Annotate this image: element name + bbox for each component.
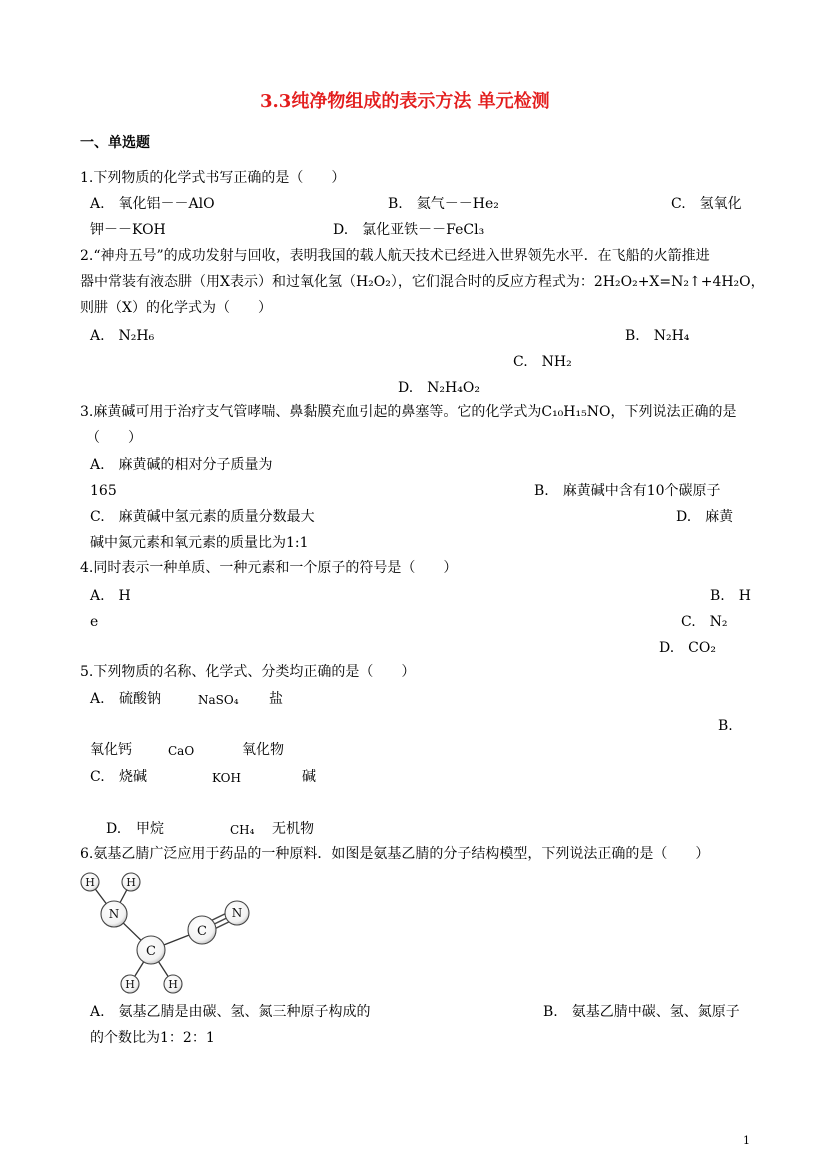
q4-option-c: C. N₂ — [681, 614, 728, 630]
page-title: 3.3纯净物组成的表示方法 单元检测 — [260, 91, 550, 112]
q5-stem: 5.下列物质的名称、化学式、分类均正确的是（ ） — [80, 664, 416, 680]
q5-option-c-formula: KOH — [212, 771, 241, 785]
atom-label-h: H — [125, 978, 135, 991]
q5-option-c-label: C. — [90, 769, 105, 785]
q4-option-a: A. H — [90, 588, 131, 604]
q3-option-b: B. 麻黄碱中含有10个碳原子 — [534, 483, 721, 499]
q1-option-a: A. 氧化铝－－AlO — [90, 196, 215, 212]
q5-option-b-name: 氧化钙 — [90, 742, 132, 758]
q6-option-b: B. 氨基乙腈中碳、氢、氮原子 — [543, 1004, 740, 1020]
section-heading: 一、单选题 — [80, 135, 150, 151]
q4-option-b: B. H — [710, 588, 751, 604]
q5-option-c-class: 碱 — [302, 769, 316, 785]
q2-stem-line1: 2.“神舟五号”的成功发射与回收，表明我国的载人航天技术已经进入世界领先水平．在飞船的火箭推进 — [80, 248, 710, 264]
q3-stem-line2: （ ） — [86, 430, 142, 446]
atom-label-n: N — [231, 906, 243, 920]
q6-stem: 6.氨基乙腈广泛应用于药品的一种原料．如图是氨基乙腈的分子结构模型，下列说法正确的是（ ） — [80, 846, 710, 862]
q6-option-a: A. 氨基乙腈是由碳、氢、氮三种原子构成的 — [90, 1004, 371, 1020]
atom-label-h: H — [126, 876, 136, 889]
q2-option-b: B. N₂H₄ — [625, 328, 690, 344]
q5-option-a-label: A. — [90, 691, 105, 707]
q3-option-d-cont: 碱中氮元素和氧元素的质量比为1:1 — [90, 535, 309, 551]
q5-option-d-formula: CH₄ — [230, 823, 255, 837]
q3-option-c: C. 麻黄碱中氢元素的质量分数最大 — [90, 509, 315, 525]
molecule-model — [75, 868, 265, 998]
q5-option-b-formula: CaO — [168, 744, 195, 758]
atom-label-c: C — [197, 924, 207, 939]
atom-label-n: N — [108, 907, 120, 921]
q5-option-d-label: D. — [106, 821, 122, 837]
q5-option-d-class: 无机物 — [272, 821, 314, 837]
q4-option-b-cont: e — [90, 614, 99, 630]
q3-option-a: A. 麻黄碱的相对分子质量为 — [90, 457, 273, 473]
q5-option-b-label: B. — [718, 718, 733, 734]
atom-label-c: C — [146, 944, 156, 959]
q4-option-d: D. CO₂ — [659, 640, 716, 656]
page-number: 1 — [743, 1134, 750, 1147]
q6-option-b-cont: 的个数比为1：2：1 — [90, 1030, 215, 1046]
q5-option-c-name: 烧碱 — [119, 769, 147, 785]
q3-option-d: D. 麻黄 — [676, 509, 734, 525]
q1-stem: 1.下列物质的化学式书写正确的是（ ） — [80, 170, 346, 186]
q5-option-a-formula: NaSO₄ — [198, 693, 239, 707]
q1-option-b: B. 氦气－－He₂ — [388, 196, 499, 212]
q1-option-c: C. 氢氧化 — [671, 196, 742, 212]
atom-label-h: H — [85, 876, 95, 889]
q2-option-d: D. N₂H₄O₂ — [398, 380, 480, 396]
q1-option-d: D. 氯化亚铁－－FeCl₃ — [333, 222, 485, 238]
q5-option-a-class: 盐 — [269, 691, 283, 707]
q5-option-b-class: 氧化物 — [242, 742, 284, 758]
q2-stem-line3: 则肼（X）的化学式为（ ） — [80, 300, 272, 316]
q3-option-a-cont: 165 — [90, 483, 117, 499]
q2-option-a: A. N₂H₆ — [90, 328, 155, 344]
q2-stem-line2: 器中常装有液态肼（用X表示）和过氧化氢（H₂O₂），它们混合时的反应方程式为：2H₂O₂+X=N₂↑+4H₂O， — [80, 274, 765, 290]
q2-option-c: C. NH₂ — [513, 354, 572, 370]
q1-option-c-cont: 钾－－KOH — [90, 222, 166, 238]
q3-stem-line1: 3.麻黄碱可用于治疗支气管哮喘、鼻黏膜充血引起的鼻塞等。它的化学式为C₁₀H₁₅NO，下列说法正确的是 — [80, 404, 737, 420]
q5-option-a-name: 硫酸钠 — [119, 691, 161, 707]
q4-stem: 4.同时表示一种单质、一种元素和一个原子的符号是（ ） — [80, 560, 458, 576]
atom-label-h: H — [168, 978, 178, 991]
q5-option-d-name: 甲烷 — [136, 821, 164, 837]
